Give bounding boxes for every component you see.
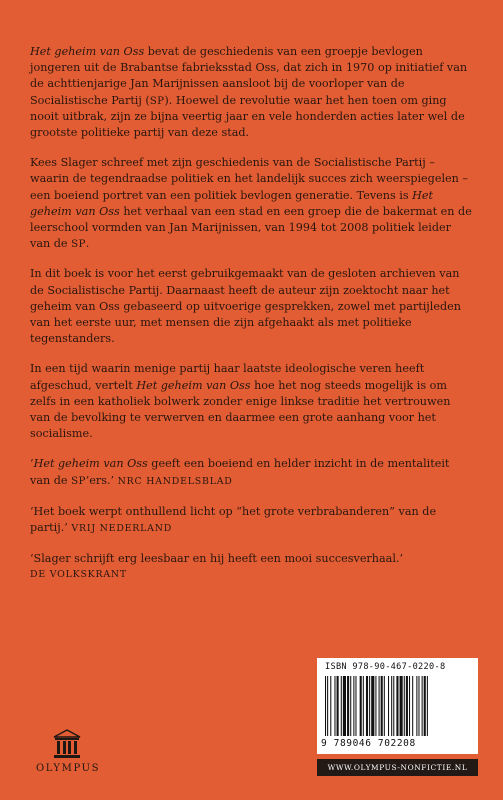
publisher-logo: [36, 729, 101, 774]
blurb: [30, 44, 472, 598]
text-span: ‘Slager schrijft erg leesbaar en hij heeft een mooi succesverhaal.’: [30, 552, 404, 566]
text-span: bevat de geschiedenis van een groepje bevlogen jongeren uit de Brabantse fabrieksstad Oss, dat zich in 1970 op initiatief van de achttienjarige Jan Marijnissen aansloot bij de voorloper van de Socialistische Partij (: [30, 45, 468, 107]
book-title: Het geheim van Oss: [33, 457, 148, 471]
party-abbrev: SP: [149, 94, 165, 107]
book-title: Het geheim van Oss: [30, 45, 145, 58]
barcode-area: [317, 658, 478, 781]
text-span: het verhaal van een stad en een groep die de bakermat en de leerschool vormden van Jan Marijnissen, van 1994 tot 2008 politiek leider van de: [30, 204, 472, 251]
text-span: ). Hoewel de revolutie waar het hen toen om ging nooit uitbrak, zijn ze bijna veertig jaar en vele honderden acties later wel de grootste politieke partij van deze stad.: [30, 93, 465, 140]
barcode-digits: 9 789046 702208: [321, 738, 416, 749]
book-title: Het geheim van Oss: [136, 378, 251, 392]
paragraph-4: [30, 361, 472, 442]
party-abbrev: SP: [71, 474, 86, 487]
website-link[interactable]: WWW.OLYMPUS-NONFICTIE.NL: [317, 759, 478, 776]
paragraph-3: In dit boek is voor het eerst gebruikgemaakt van de gesloten archieven van de Socialistische Partij. Daarnaast heeft de auteur zijn zoektocht naar het geheim van Oss gebaseerd op uitvoerige gesprekken, zowel met partijleden van het eerste uur, met mensen die zijn afgehaakt als met politieke tegenstanders.: [30, 267, 461, 346]
text-span: ‘: [30, 457, 34, 471]
paragraph-2: [30, 155, 472, 252]
text-span: ‘Het boek werpt onthullend licht op “het grote verbrabanderen” van de partij.’: [30, 504, 437, 535]
text-span: hoe het nog steeds mogelijk is om zelfs in een katholiek bolwerk zonder enige linkse traditie het vertrouwen van de bevolking te verwerven en daarmee een grote aanhang voor het socialisme.: [30, 378, 451, 441]
barcode-icon: [323, 676, 472, 738]
paragraph-1: [30, 44, 472, 141]
quote-2: [30, 504, 472, 537]
text-span: In een tijd waarin menige partij haar laatste ideologische veren heeft afgeschud, vertelt: [30, 362, 425, 392]
party-abbrev: SP: [71, 238, 86, 251]
text-span: ’ers.’: [85, 473, 115, 487]
quote-source: VRIJ NEDERLAND: [71, 523, 173, 535]
publisher-name: OLYMPUS: [36, 763, 101, 774]
text-span: geeft een boeiend en helder inzicht in de mentaliteit van de: [30, 457, 450, 487]
temple-icon: [53, 729, 81, 759]
text-span: Kees Slager schreef met zijn geschiedenis van de Socialistische Partij – waarin de tegendraadse politiek en het landelijk succes zich weerspiegelen – een boeiend portret van een politiek bevlogen generatie. Tevens is: [30, 156, 469, 202]
quote-3: [30, 551, 472, 583]
quote-1: [30, 456, 472, 489]
isbn-label: ISBN 978-90-467-0220-8: [325, 662, 446, 672]
book-title: Het geheim van Oss: [30, 188, 434, 218]
quote-source: NRC HANDELSBLAD: [117, 475, 233, 487]
text-span: .: [85, 237, 90, 251]
barcode-box: [317, 658, 478, 754]
quote-source: DE VOLKSKRANT: [30, 569, 127, 581]
